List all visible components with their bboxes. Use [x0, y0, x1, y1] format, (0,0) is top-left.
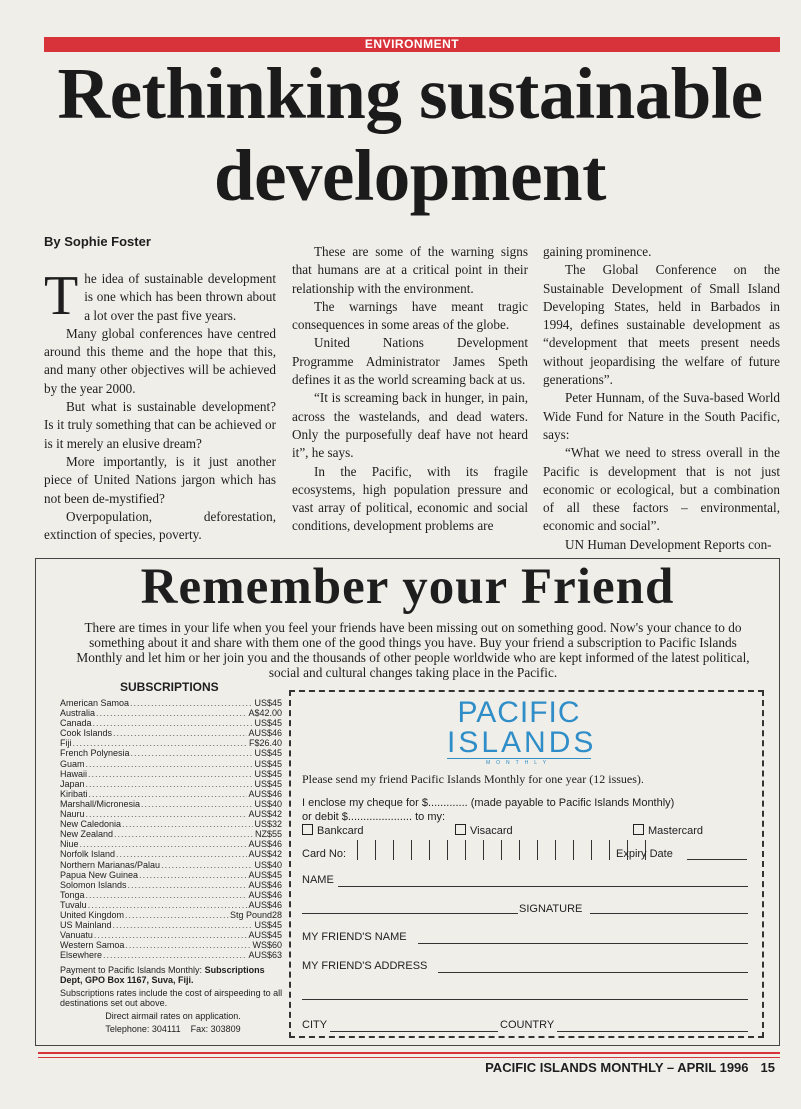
rate-destination: Kiribati	[60, 788, 88, 799]
form-request: Please send my friend Pacific Islands Monthly for one year (12 issues).	[302, 772, 644, 786]
card-digit-box[interactable]	[501, 840, 519, 860]
rate-destination: Nauru	[60, 809, 85, 820]
dot-leader	[86, 809, 248, 819]
paragraph: UN Human Development Reports con-	[565, 536, 772, 552]
paragraph: But what is sustainable development? Is it truly something that can be achieved or is it merely an elusive dream?	[44, 399, 276, 451]
rate-row	[60, 718, 282, 728]
name-label: NAME	[302, 874, 334, 886]
card-digit-box[interactable]	[519, 840, 537, 860]
expiry-label: Expiry Date	[616, 848, 673, 860]
dot-leader	[73, 738, 248, 748]
dot-leader	[161, 860, 253, 870]
rate-row	[60, 819, 282, 829]
rate-price: AUS$46	[248, 899, 282, 910]
signature-field[interactable]	[302, 913, 518, 914]
paragraph: “What we need to stress overall in the Pacific is development that is not just economic or ecological, but a combination of all these factors – environmental, economic and social”.	[543, 445, 780, 534]
payment-note: Payment to Pacific Islands Monthly:	[60, 965, 205, 975]
rate-row	[60, 829, 282, 839]
rate-price: AUS$45	[248, 869, 282, 880]
paragraph: Peter Hunnam, of the Suva-based World Wide Fund for Nature in the South Pacific, says:	[543, 390, 780, 442]
article-column-1	[44, 265, 276, 544]
rate-destination: Norfolk Island	[60, 849, 116, 860]
dot-leader	[88, 769, 253, 779]
visacard-checkbox[interactable]	[455, 824, 466, 835]
rate-row	[60, 728, 282, 738]
rate-row	[60, 698, 282, 708]
dot-leader	[141, 799, 253, 809]
rate-price: AUS$63	[248, 950, 282, 961]
rate-destination: Tonga	[60, 889, 85, 900]
article-column-2	[292, 243, 528, 536]
card-digit-box[interactable]	[375, 840, 393, 860]
rate-destination: Japan	[60, 778, 85, 789]
rate-row	[60, 849, 282, 859]
rate-price: AUS$42	[248, 849, 282, 860]
rate-price: US$40	[254, 798, 282, 809]
footer-rule	[38, 1052, 780, 1054]
rate-row	[60, 748, 282, 758]
rate-row	[60, 738, 282, 748]
dot-leader	[131, 748, 254, 758]
ad-text: There are times in your life when you feel your friends have been missing out on something good. Now's your chance to do something about it and share with them one of the good things you have. Buy your friend a subscription to Pacific Islands Monthly and let him or her join you and the thousands of other people worldwide who are kept informed of the latest political, social and cultural changes taking place in the Pacific.	[76, 620, 750, 680]
card-digit-box[interactable]	[393, 840, 411, 860]
dropcap: T	[44, 265, 79, 327]
rate-destination: Cook Islands	[60, 728, 113, 739]
rate-row	[60, 789, 282, 799]
paragraph: “It is screaming back in hunger, in pain, across the wastelands, and dead waters. Only the purposefully deaf have not heard it”, he says.	[292, 390, 528, 461]
dot-leader	[80, 839, 248, 849]
rate-price: F$26.40	[248, 738, 282, 749]
rate-price: US$40	[254, 859, 282, 870]
footer-rule-thin	[38, 1057, 780, 1058]
rate-price: AUS$46	[248, 889, 282, 900]
dot-leader	[94, 930, 248, 940]
rate-destination: Guam	[60, 758, 85, 769]
telephone: Telephone: 304111	[105, 1024, 181, 1034]
rate-price: US$45	[254, 698, 282, 708]
rate-destination: Western Samoa	[60, 940, 125, 951]
rate-destination: Northern Marianas/Palau	[60, 859, 161, 870]
rate-price: US$32	[254, 819, 282, 830]
rate-destination: Canada	[60, 718, 92, 729]
rate-destination: French Polynesia	[60, 748, 130, 759]
bankcard-option[interactable]: Bankcard	[302, 824, 363, 837]
card-digit-box[interactable]	[573, 840, 591, 860]
card-digit-box[interactable]	[429, 840, 447, 860]
dot-leader	[86, 779, 254, 789]
fax: Fax: 303809	[190, 1024, 241, 1034]
dot-leader	[86, 890, 248, 900]
rate-price: AUS$42	[248, 809, 282, 820]
rate-row	[60, 900, 282, 910]
rate-destination: Australia	[60, 708, 96, 719]
dot-leader	[103, 950, 247, 960]
rate-destination: Niue	[60, 839, 79, 850]
rate-price: US$45	[254, 768, 282, 779]
rate-row	[60, 799, 282, 809]
friend-address-line-2[interactable]	[302, 999, 748, 1000]
card-digit-box[interactable]	[555, 840, 573, 860]
paragraph: Many global conferences have centred around this theme and the hope that this, and many other objectives will be achieved by the year 2000.	[44, 325, 276, 396]
rate-destination: Marshall/Micronesia	[60, 798, 141, 809]
dot-leader	[116, 849, 247, 859]
rate-price: AUS$46	[248, 728, 282, 739]
rate-destination: Solomon Islands	[60, 879, 127, 890]
rate-row	[60, 920, 282, 930]
dot-leader	[113, 920, 254, 930]
dot-leader	[122, 819, 253, 829]
rate-destination: Tuvalu	[60, 899, 87, 910]
rate-destination: Elsewhere	[60, 950, 103, 961]
rate-row	[60, 910, 282, 920]
friend-address-label: MY FRIEND'S ADDRESS	[302, 960, 428, 972]
dot-leader	[128, 880, 248, 890]
dot-leader	[86, 759, 254, 769]
paragraph: The warnings have meant tragic consequences in some areas of the globe.	[292, 298, 528, 333]
airspeed-note: Subscriptions rates include the cost of airspeeding to all destinations set out above.	[60, 988, 283, 1008]
rate-row	[60, 860, 282, 870]
paragraph: These are some of the warning signs that humans are at a critical point in their relationship with the environment.	[292, 244, 528, 296]
dot-leader	[96, 708, 247, 718]
paragraph: he idea of sustainable development is one which has been thrown about a lot over the past five years.	[84, 271, 276, 323]
bankcard-checkbox[interactable]	[302, 824, 313, 835]
card-digit-box[interactable]	[483, 840, 501, 860]
headline-line2: development	[214, 135, 606, 216]
dot-leader	[125, 910, 229, 920]
airmail-note: Direct airmail rates on application.	[105, 1011, 241, 1021]
rate-row	[60, 759, 282, 769]
card-digit-box[interactable]	[537, 840, 555, 860]
name-field[interactable]	[338, 886, 748, 887]
card-number-label: Card No:	[302, 848, 347, 860]
rate-price: A$42.00	[248, 708, 282, 719]
rate-row	[60, 950, 282, 960]
rate-price: US$45	[254, 778, 282, 789]
card-digit-box[interactable]	[447, 840, 465, 860]
dot-leader	[113, 728, 247, 738]
ad-title: Remember your Friend	[140, 559, 675, 615]
rate-price: US$45	[254, 718, 282, 729]
country-label: COUNTRY	[500, 1019, 555, 1031]
paragraph: gaining prominence.	[543, 244, 652, 259]
rate-row	[60, 769, 282, 779]
rate-price: AUS$46	[248, 788, 282, 799]
friend-name-field[interactable]	[418, 943, 748, 944]
article-column-3	[543, 243, 780, 554]
rate-price: US$45	[254, 920, 282, 931]
mastercard-checkbox[interactable]	[633, 824, 644, 835]
rate-row	[60, 890, 282, 900]
card-digit-box[interactable]	[357, 840, 375, 860]
rate-row	[60, 839, 282, 849]
friend-name-label: MY FRIEND'S NAME	[302, 931, 407, 943]
rate-destination: Hawaii	[60, 768, 88, 779]
rate-destination: Vanuatu	[60, 930, 93, 941]
payment-notes	[60, 965, 286, 1037]
rate-destination: Fiji	[60, 738, 72, 749]
signature-field-end[interactable]	[590, 913, 748, 914]
expiry-field[interactable]	[687, 859, 747, 860]
dot-leader	[93, 718, 254, 728]
rate-destination: US Mainland	[60, 920, 112, 931]
rate-price: AUS$46	[248, 879, 282, 890]
dot-leader	[130, 698, 253, 708]
byline: By Sophie Foster	[44, 234, 151, 249]
payment-address: Subscriptions Dept, GPO Box 1167, Suva, Fiji.	[60, 965, 265, 985]
page-number: 15	[760, 1060, 775, 1075]
rate-destination: United Kingdom	[60, 909, 125, 920]
rate-row	[60, 779, 282, 789]
card-digit-box[interactable]	[591, 840, 609, 860]
paragraph: United Nations Development Programme Administrator James Speth defines it as the world screaming back at us.	[292, 335, 528, 388]
subscriptions-heading: SUBSCRIPTIONS	[120, 680, 219, 694]
rate-destination: New Caledonia	[60, 819, 122, 830]
pacific-islands-monthly-logo: PACIFIC ISLANDS MONTHLY	[447, 696, 597, 766]
rate-row	[60, 809, 282, 819]
mastercard-option[interactable]: Mastercard	[633, 824, 703, 837]
paragraph: The Global Conference on the Sustainable Development of Small Island Developing States, held in Barbados in 1994, defines sustainable development as “development that meets present needs without jeopardising the welfare of future generations”.	[543, 262, 780, 388]
rate-price: Stg Pound28	[229, 909, 282, 920]
rate-row	[60, 870, 282, 880]
dot-leader	[139, 870, 247, 880]
friend-address-field[interactable]	[438, 972, 748, 973]
rate-price: US$45	[254, 748, 282, 759]
dot-leader	[114, 829, 254, 839]
visacard-option[interactable]: Visacard	[455, 824, 513, 837]
rate-destination: American Samoa	[60, 698, 130, 708]
rate-destination: Papua New Guinea	[60, 869, 139, 880]
signature-label: SIGNATURE	[519, 903, 583, 915]
rate-price: US$45	[254, 758, 282, 769]
rate-row	[60, 940, 282, 950]
rate-price: AUS$46	[248, 839, 282, 850]
paragraph: Overpopulation, deforestation, extinction of species, poverty.	[44, 508, 276, 543]
card-digit-box[interactable]	[465, 840, 483, 860]
card-number-field[interactable]	[357, 840, 646, 860]
paragraph: In the Pacific, with its fragile ecosystems, high population pressure and vast array of political, economic and social conditions, development problems are	[292, 463, 528, 534]
paragraph: More importantly, is it just another piece of United Nations jargon which has not been de-mystified?	[44, 453, 276, 506]
rates-list	[60, 698, 282, 960]
country-field[interactable]	[557, 1031, 748, 1032]
rate-destination: New Zealand	[60, 829, 114, 840]
form-cheque: I enclose my cheque for $............. (made payable to Pacific Islands Monthly)	[302, 797, 675, 809]
form-debit: or debit $..................... to my:	[302, 811, 446, 823]
dot-leader	[88, 900, 248, 910]
card-digit-box[interactable]	[411, 840, 429, 860]
city-field[interactable]	[330, 1031, 498, 1032]
publication-date: PACIFIC ISLANDS MONTHLY – APRIL 1996	[485, 1060, 749, 1075]
dot-leader	[125, 940, 251, 950]
rate-price: NZ$55	[254, 829, 282, 840]
rate-row	[60, 930, 282, 940]
rate-row	[60, 708, 282, 718]
rate-price: WS$60	[252, 940, 282, 951]
rate-price: AUS$45	[248, 930, 282, 941]
page-footer	[485, 1060, 775, 1075]
headline-line1: Rethinking sustainable	[57, 53, 763, 134]
city-label: CITY	[302, 1019, 328, 1031]
dot-leader	[89, 789, 248, 799]
section-label: ENVIRONMENT	[44, 37, 780, 52]
rate-row	[60, 880, 282, 890]
